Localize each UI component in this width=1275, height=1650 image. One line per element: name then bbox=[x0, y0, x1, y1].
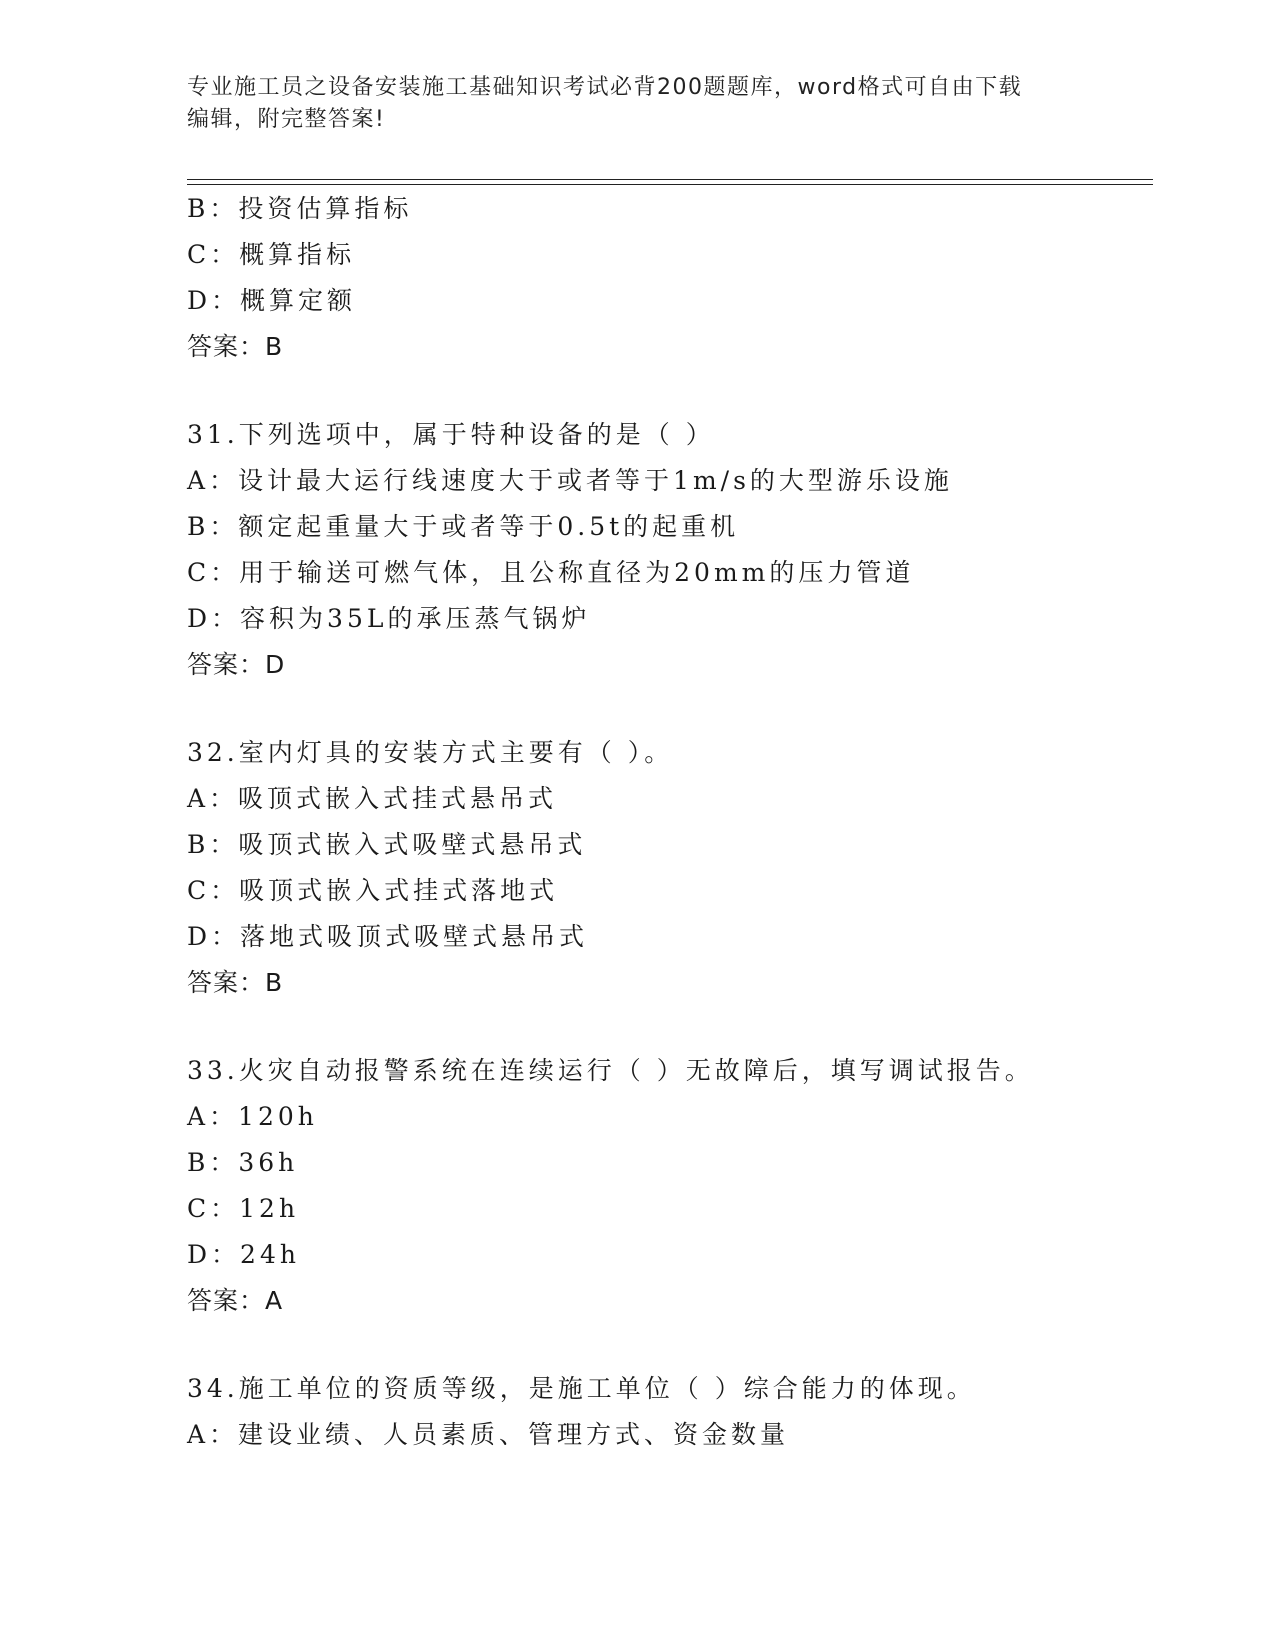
option-c: C：吸顶式嵌入式挂式落地式 bbox=[187, 876, 559, 905]
answer-line: 答案：D bbox=[187, 650, 286, 679]
question-32 bbox=[187, 730, 1147, 1006]
option-b: B：投资估算指标 bbox=[187, 194, 413, 223]
option-b: B：36h bbox=[187, 1148, 299, 1177]
document-header bbox=[187, 72, 1067, 136]
answer-line: 答案：B bbox=[187, 332, 284, 361]
question-stem: 34.施工单位的资质等级，是施工单位（ ）综合能力的体现。 bbox=[187, 1374, 976, 1403]
header-divider-top bbox=[187, 179, 1153, 180]
option-d: D：容积为35L的承压蒸气锅炉 bbox=[187, 604, 591, 633]
option-c: C：12h bbox=[187, 1194, 300, 1223]
option-a: A：设计最大运行线速度大于或者等于1m/s的大型游乐设施 bbox=[187, 466, 953, 495]
header-title-line-1: 专业施工员之设备安装施工基础知识考试必背200题题库，word格式可自由下载 bbox=[187, 75, 1023, 100]
header-divider-bottom bbox=[187, 184, 1153, 185]
question-stem: 32.室内灯具的安装方式主要有（ ）。 bbox=[187, 738, 674, 767]
question-34 bbox=[187, 1366, 1147, 1458]
option-d: D：24h bbox=[187, 1240, 300, 1269]
question-31 bbox=[187, 412, 1147, 688]
question-list bbox=[187, 186, 1147, 1458]
header-title-line-2: 编辑，附完整答案! bbox=[187, 107, 386, 132]
option-b: B：额定起重量大于或者等于0.5t的起重机 bbox=[187, 512, 740, 541]
question-30-fragment bbox=[187, 186, 1147, 370]
answer-line: 答案：A bbox=[187, 1286, 284, 1315]
option-a: A：建设业绩、人员素质、管理方式、资金数量 bbox=[187, 1420, 790, 1449]
option-a: A：吸顶式嵌入式挂式悬吊式 bbox=[187, 784, 558, 813]
option-c: C：概算指标 bbox=[187, 240, 356, 269]
question-stem: 31.下列选项中，属于特种设备的是（ ） bbox=[187, 420, 715, 449]
option-a: A：120h bbox=[187, 1102, 318, 1131]
answer-line: 答案：B bbox=[187, 968, 284, 997]
option-c: C：用于输送可燃气体，且公称直径为20mm的压力管道 bbox=[187, 558, 915, 587]
question-33 bbox=[187, 1048, 1147, 1324]
option-d: D：落地式吸顶式吸壁式悬吊式 bbox=[187, 922, 589, 951]
option-d: D：概算定额 bbox=[187, 286, 357, 315]
option-b: B：吸顶式嵌入式吸壁式悬吊式 bbox=[187, 830, 587, 859]
question-stem: 33.火灾自动报警系统在连续运行（ ）无故障后，填写调试报告。 bbox=[187, 1056, 1034, 1085]
